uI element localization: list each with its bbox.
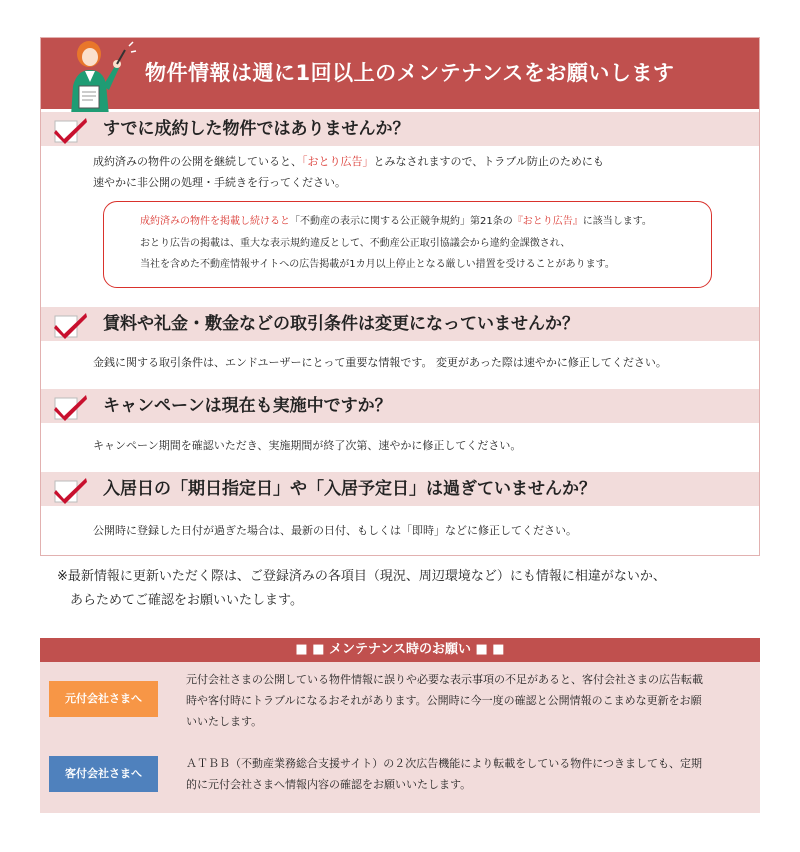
warning-box: [103, 201, 712, 288]
kyakuzuke-label: 客付会社さまへ: [49, 756, 158, 792]
highlight-text: 「おとり広告」: [302, 155, 374, 168]
maintenance-title: ■ ■ メンテナンス時のお願い ■ ■: [40, 638, 760, 662]
role-text-line: 時や客付時にトラブルになるおそれがあります。公開時に今一度の確認と公開情報のこまめな更新をお願: [186, 694, 702, 707]
question-text: 賃料や礼金・敷金などの取引条件は変更になっていませんか？: [103, 314, 579, 334]
question-band: [41, 307, 759, 341]
checkmark-icon: [53, 475, 91, 505]
footnote: [57, 565, 666, 613]
body-text: 公開時に登録した日付が過ぎた場合は、最新の日付、もしくは「即時」などに修正してください。: [93, 524, 577, 537]
warning-line: [140, 214, 652, 230]
warning-line: 当社を含めた不動産情報サイトへの広告掲載が1カ月以上停止となる厳しい措置を受けることがあります。: [140, 259, 615, 270]
warning-line: おとり広告の掲載は、重大な表示規約違反として、不動産公正取引協議会から違約金課徴され、: [140, 238, 571, 249]
motozuke-label: 元付会社さまへ: [49, 681, 158, 717]
role-text-line: ＡＴＢＢ（不動産業務総合支援サイト）の２次広告機能により転載をしている物件につきましても、定期: [186, 757, 703, 770]
question-text: 入居日の「期日指定日」や「入居予定日」は過ぎていませんか？: [103, 479, 596, 499]
maintenance-request-panel: [40, 638, 760, 813]
role-text-line: いいたします。: [186, 715, 263, 728]
body-text-part: とみなされますので、トラブル防止のためにも: [373, 155, 604, 168]
question-text: すでに成約した物件ではありませんか？: [103, 119, 410, 139]
warning-text: に該当します。: [582, 216, 652, 227]
banner-title: 物件情報は週に1回以上のメンテナンスをお願いします: [145, 61, 675, 85]
question-band: [41, 472, 759, 506]
body-text: キャンペーン期間を確認いただき、実施期間が終了次第、速やかに修正してください。: [93, 439, 522, 452]
checkmark-icon: [53, 115, 91, 145]
highlight-text: 『おとり広告』: [512, 216, 583, 227]
question-band: [41, 112, 759, 146]
body-text: 金銭に関する取引条件は、エンドユーザーにとって重要な情報です。 変更があった際は速やかに修正してください。: [93, 356, 667, 369]
checkmark-icon: [53, 392, 91, 422]
warning-red-text: 成約済みの物件を掲載し続けると: [140, 216, 290, 227]
maintenance-checklist-panel: [40, 37, 760, 556]
question-text: キャンペーンは現在も実施中ですか？: [103, 396, 392, 416]
body-text: [93, 151, 604, 172]
warning-text: 「不動産の表示に関する公正競争規約」第21条の: [290, 216, 513, 227]
role-text-line: 元付会社さまの公開している物件情報に誤りや必要な表示事項の不足があると、客付会社さまの広告転載: [186, 673, 703, 686]
footnote-line: あらためてご確認をお願いいたします。: [57, 593, 303, 608]
body-text: 速やかに非公開の処理・手続きを行ってください。: [93, 176, 346, 189]
kyakuzuke-text: [186, 753, 754, 795]
question-band: [41, 389, 759, 423]
checkmark-icon: [53, 310, 91, 340]
businesswoman-illustration: [59, 38, 139, 116]
motozuke-text: [186, 669, 754, 732]
body-text-part: 成約済みの物件の公開を継続していると、: [93, 155, 302, 168]
footnote-line: ※最新情報に更新いただく際は、ご登録済みの各項目（現況、周辺環境など）にも情報に相違がないか、: [57, 569, 666, 584]
role-text-line: 的に元付会社さまへ情報内容の確認をお願いいたします。: [186, 778, 472, 791]
banner: [41, 38, 759, 109]
